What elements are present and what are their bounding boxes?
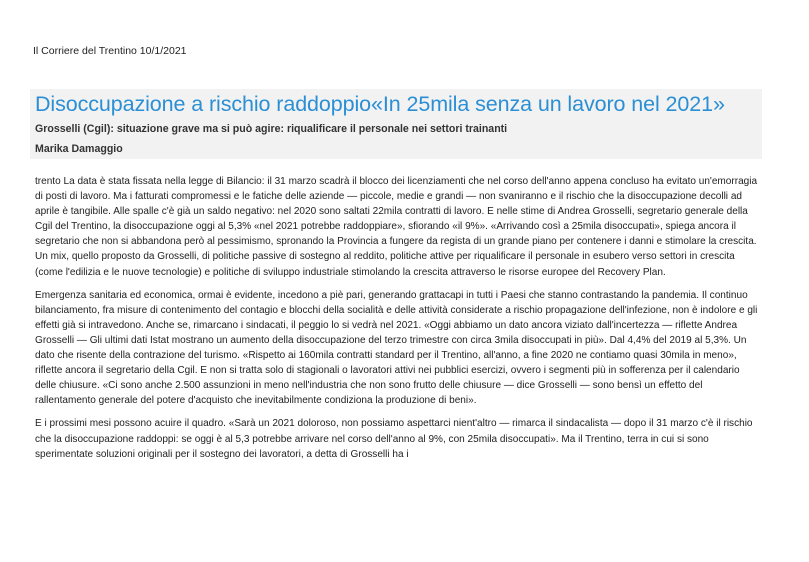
source-line: Il Corriere del Trentino 10/1/2021 <box>33 45 187 57</box>
paragraph-1: trento La data è stata fissata nella legge di Bilancio: il 31 marzo scadrà il blocco dei licenziamenti che nel corso dell'anno appena concluso ha evitato un'emorragia di posti di lavoro. Ma i fatturati compromessi e le fatiche delle aziende — piccole, medie e grandi — non svaniranno e il rischio che la disoccupazione decolli ad aprile è tangibile. Alle spalle c'è già un saldo negativo: nel 2020 sono saltati 22mila contratti di lavoro. E nelle stime di Andrea Grosselli, segretario generale della Cgil del Trentino, la disoccupazione oggi al 5,3% «nel 2021 potrebbe raddoppiare», sfiorando «il 9%». «Arrivando così a 25mila disoccupati», spiega ancora il segretario che non si abbandona però al pessimismo, spronando la Provincia a fungere da regista di un grande piano per contenere i danni e stimolare la crescita. Un mix, quello proposto da Grosselli, di politiche passive di sostegno al reddito, politiche attive per riqualificare il personale in esubero verso settori in crescita (come l'edilizia e le nuove tecnologie) e politiche di sviluppo industriale stimolando la crescita attraverso le risorse europee del Recovery Plan. <box>35 176 758 278</box>
article-body <box>35 174 763 470</box>
article-author: Marika Damaggio <box>35 143 123 155</box>
article-title: Disoccupazione a rischio raddoppio«In 25mila senza un lavoro nel 2021» <box>35 92 725 116</box>
article-subtitle: Grosselli (Cgil): situazione grave ma si può agire: riqualificare il personale nei settori trainanti <box>35 123 508 135</box>
paragraph-3: E i prossimi mesi possono acuire il quadro. «Sarà un 2021 doloroso, non possiamo aspettarci nient'altro — rimarca il sindacalista — dopo il 31 marzo c'è il rischio che la disoccupazione raddoppi: se oggi è al 5,3 potrebbe arrivare nel corso dell'anno al 9%, con 25mila disoccupati». Ma il Trentino, terra in cui si sono sperimentate soluzioni originali per il sostegno dei lavoratori, a detta di Grosselli ha i <box>35 418 753 460</box>
paragraph-2: Emergenza sanitaria ed economica, ormai è evidente, incedono a piè pari, generando grattacapi in tutti i Paesi che stanno contrastando la pandemia. Il continuo bilanciamento, fra misure di contenimento del contagio e blocchi della socialità e delle attività considerate a rischio propagazione dell'infezione, non è indolore e gli effetti già si intravedono. Anche se, rimarcano i sindacati, il peggio lo si vedrà nel 2021. «Oggi abbiamo un dato ancora viziato dall'incertezza — riflette Andrea Grosselli — Gli ultimi dati Istat mostrano un aumento della disoccupazione del terzo trimestre con circa 3mila disoccupati in più». Dal 4,4% del 2019 al 5,3%. Un dato che risente della contrazione del turismo. «Rispetto ai 160mila contratti standard per il Trentino, all'anno, a fine 2020 ne contiamo quasi 30mila in meno», riflette ancora il segretario della Cgil. E non si tratta solo di stagionali o lavoratori attivi nei pubblici esercizi, ovvero i segmenti più in sofferenza per il calendario delle chiusure. «Ci sono anche 2.500 assunzioni in meno nell'industria che non sono frutto delle chiusure — dice Grosselli — sono bensì un effetto del rallentamento generale del potere d'acquisto che inevitabilmente condiziona la produzione di beni». <box>35 289 758 407</box>
